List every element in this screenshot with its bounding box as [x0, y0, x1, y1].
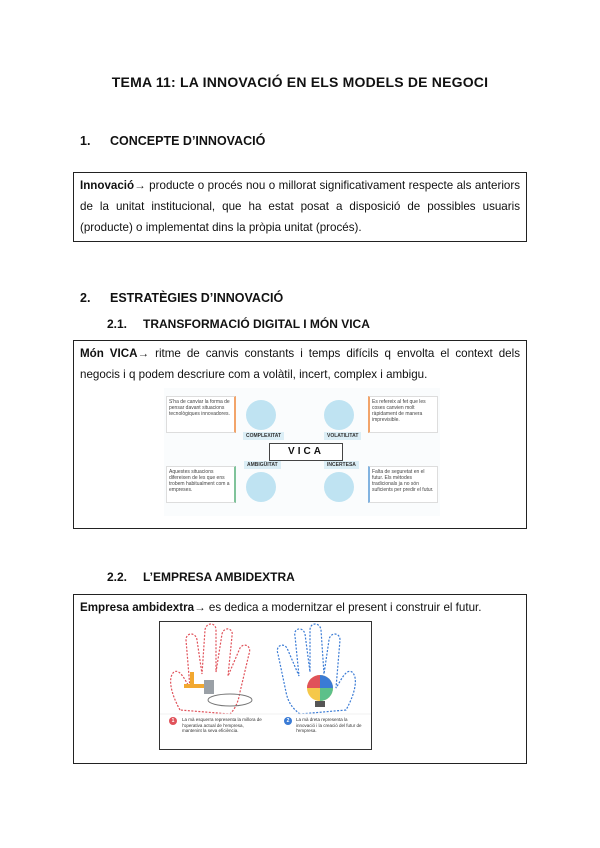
definition-innovacio [80, 175, 520, 238]
left-hand-icon [171, 624, 250, 714]
bullet-2: 2 [284, 717, 292, 725]
vica-diagram [164, 388, 440, 516]
ambidextrous-figure [159, 621, 372, 750]
section-2-2-number: 2.2. [107, 570, 128, 584]
definition-vica [80, 343, 520, 385]
term-ambidextra: Empresa ambidextra [80, 601, 195, 614]
definition-text: ritme de canvis constants i temps difícils q envolta el context dels negocis i q podem descriure com a volàtil, incert, complex i ambigu. [80, 347, 520, 381]
head-maze-icon [246, 472, 276, 502]
section-2-heading [80, 291, 283, 305]
vica-center-label: VICA [269, 443, 343, 461]
vica-volatility-text: Es refereix al fet que les coses canvien molt ràpidament de manera imprevisible. [368, 396, 438, 433]
head-brain-icon [246, 400, 276, 430]
section-1-heading [80, 134, 265, 148]
label-ambiguitat: AMBIGÜITAT [244, 461, 281, 469]
arrow-glyph: → [194, 601, 206, 614]
section-1-number: 1. [80, 134, 91, 148]
section-2-2-title: L’EMPRESA AMBIDEXTRA [143, 570, 295, 584]
section-2-1-heading [107, 317, 370, 331]
term-innovacio: Innovació [80, 179, 135, 192]
page-title: TEMA 11: LA INNOVACIÓ EN ELS MODELS DE NEGOCI [111, 74, 489, 90]
left-hand-caption: La mà esquerra representa la millora de l'operativa actual de l'empresa, mantenint la seva eficiència. [182, 717, 262, 733]
arrow-glyph: → [137, 347, 150, 360]
section-2-1-number: 2.1. [107, 317, 128, 331]
label-incertesa: INCERTESA [324, 461, 359, 469]
term-vica: Món VICA [80, 347, 138, 360]
definition-box-innovacio [73, 172, 527, 242]
section-2-title: ESTRATÈGIES D’INNOVACIÓ [110, 291, 284, 305]
head-question-icon [324, 472, 354, 502]
section-2-2-heading [107, 570, 295, 584]
label-volatilitat: VOLATILITAT [324, 432, 361, 440]
right-hand-icon [277, 624, 355, 714]
definition-text: producte o procés nou o millorat significativament respecte als anteriors de la unitat institucional, que ha estat posat a disposició de possibles usuaris (producte) o implementat dins la pròpia unitat (procés). [80, 179, 520, 234]
section-2-1-title: TRANSFORMACIÓ DIGITAL I MÓN VICA [143, 317, 370, 331]
definition-ambidextra [80, 597, 520, 618]
bullet-1: 1 [169, 717, 177, 725]
definition-text: es dedica a modernitzar el present i construir el futur. [205, 601, 482, 614]
section-1-title: CONCEPTE D’INNOVACIÓ [110, 134, 266, 148]
label-complexitat: COMPLEXITAT [243, 432, 284, 440]
vica-uncertainty-text: Falta de seguretat en el futur. Els mètodes tradicionals ja no són suficients per predir el futur. [368, 466, 438, 503]
right-hand-caption: La mà dreta representa la innovació i la creació del futur de l'empresa. [296, 717, 362, 733]
vica-ambiguity-text: Aquestes situacions difereixen de les que ens trobem habitualment com a empreses. [166, 466, 236, 503]
section-2-number: 2. [80, 291, 91, 305]
arrow-glyph: → [134, 179, 146, 192]
vica-complexity-text: S'ha de canviar la forma de pensar davant situacions tecnològiques innovadores. [166, 396, 236, 433]
head-clock-icon [324, 400, 354, 430]
